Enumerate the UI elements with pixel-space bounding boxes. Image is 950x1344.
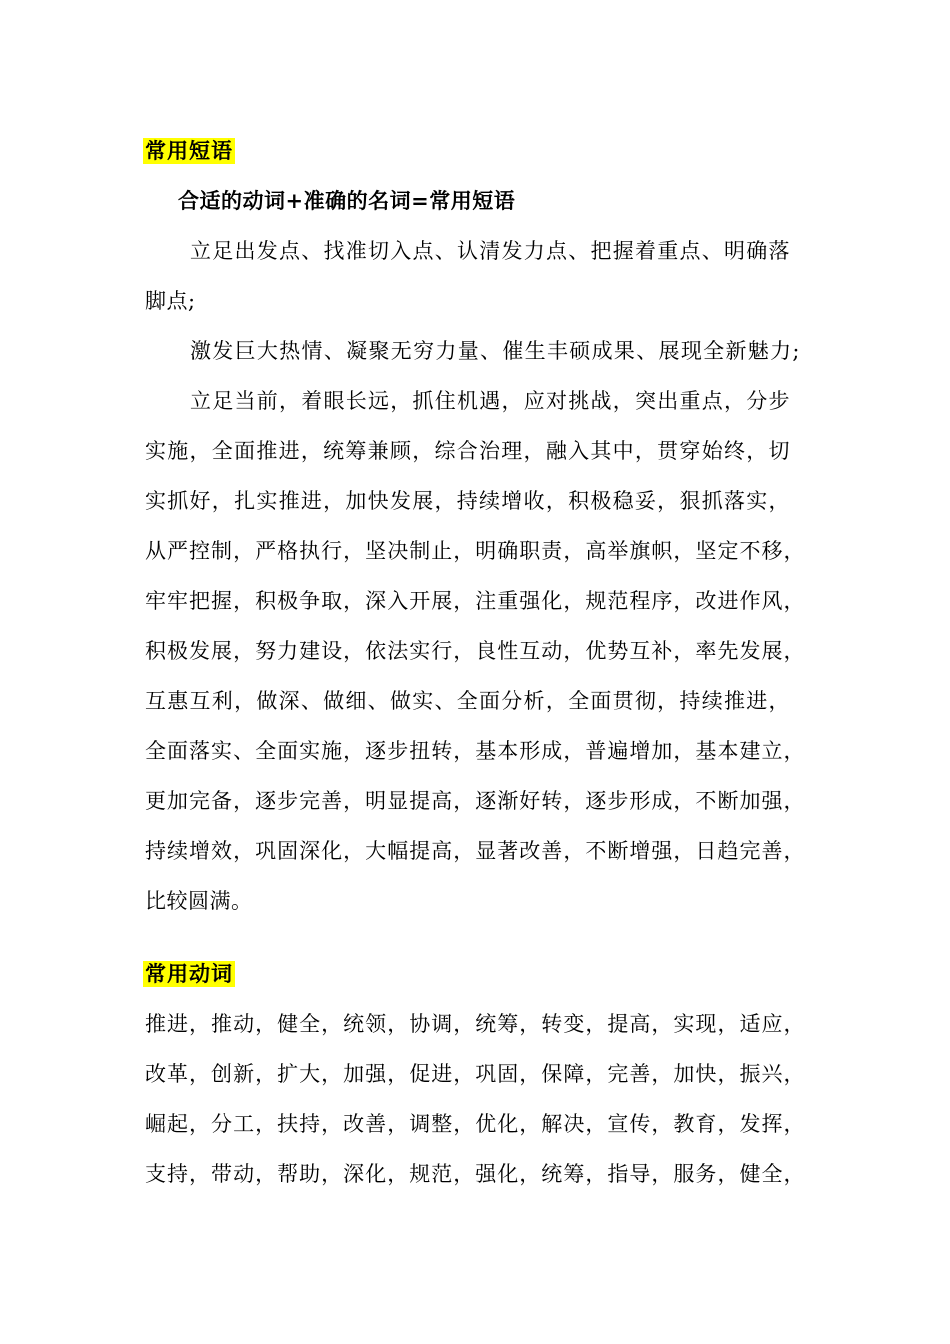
verb-list-line: 支持，带动，帮助，深化，规范，强化，统筹，指导，服务，健全， — [145, 1162, 805, 1186]
section-heading-common-phrases: 常用短语 — [145, 138, 233, 163]
section-heading-common-verbs: 常用动词 — [145, 961, 233, 986]
paragraph-line: 牢牢把握，积极争取，深入开展，注重强化，规范程序，改进作风， — [145, 589, 805, 613]
verb-list-line: 崛起，分工，扶持，改善，调整，优化，解决，宣传，教育，发挥， — [145, 1112, 805, 1136]
paragraph-line: 激发巨大热情、凝聚无穷力量、催生丰硕成果、展现全新魅力; — [190, 339, 800, 363]
paragraph-line: 更加完备，逐步完善，明显提高，逐渐好转，逐步形成，不断加强， — [145, 789, 805, 813]
formula-line: 合适的动词+准确的名词=常用短语 — [178, 188, 516, 213]
paragraph-line: 立足当前，着眼长远，抓住机遇，应对挑战，突出重点，分步 — [190, 389, 790, 413]
paragraph-line: 实施，全面推进，统筹兼顾，综合治理，融入其中，贯穿始终，切 — [145, 439, 790, 463]
paragraph-line: 全面落实、全面实施，逐步扭转，基本形成，普遍增加，基本建立， — [145, 739, 805, 763]
verb-list-line: 推进，推动，健全，统领，协调，统筹，转变，提高，实现，适应， — [145, 1012, 805, 1036]
paragraph-line: 互惠互利，做深、做细、做实、全面分析，全面贯彻，持续推进， — [145, 689, 790, 713]
paragraph-line: 立足出发点、找准切入点、认清发力点、把握着重点、明确落 — [190, 239, 790, 263]
paragraph-line: 持续增效，巩固深化，大幅提高，显著改善，不断增强，日趋完善， — [145, 839, 805, 863]
verb-list-line: 改革，创新，扩大，加强，促进，巩固，保障，完善，加快，振兴， — [145, 1062, 805, 1086]
paragraph-line: 脚点; — [145, 289, 196, 313]
paragraph-line: 实抓好，扎实推进，加快发展，持续增收，积极稳妥，狠抓落实， — [145, 489, 790, 513]
paragraph-line: 比较圆满。 — [145, 889, 253, 913]
paragraph-line: 从严控制，严格执行，坚决制止，明确职责，高举旗帜，坚定不移， — [145, 539, 805, 563]
paragraph-line: 积极发展，努力建设，依法实行，良性互动，优势互补，率先发展， — [145, 639, 805, 663]
